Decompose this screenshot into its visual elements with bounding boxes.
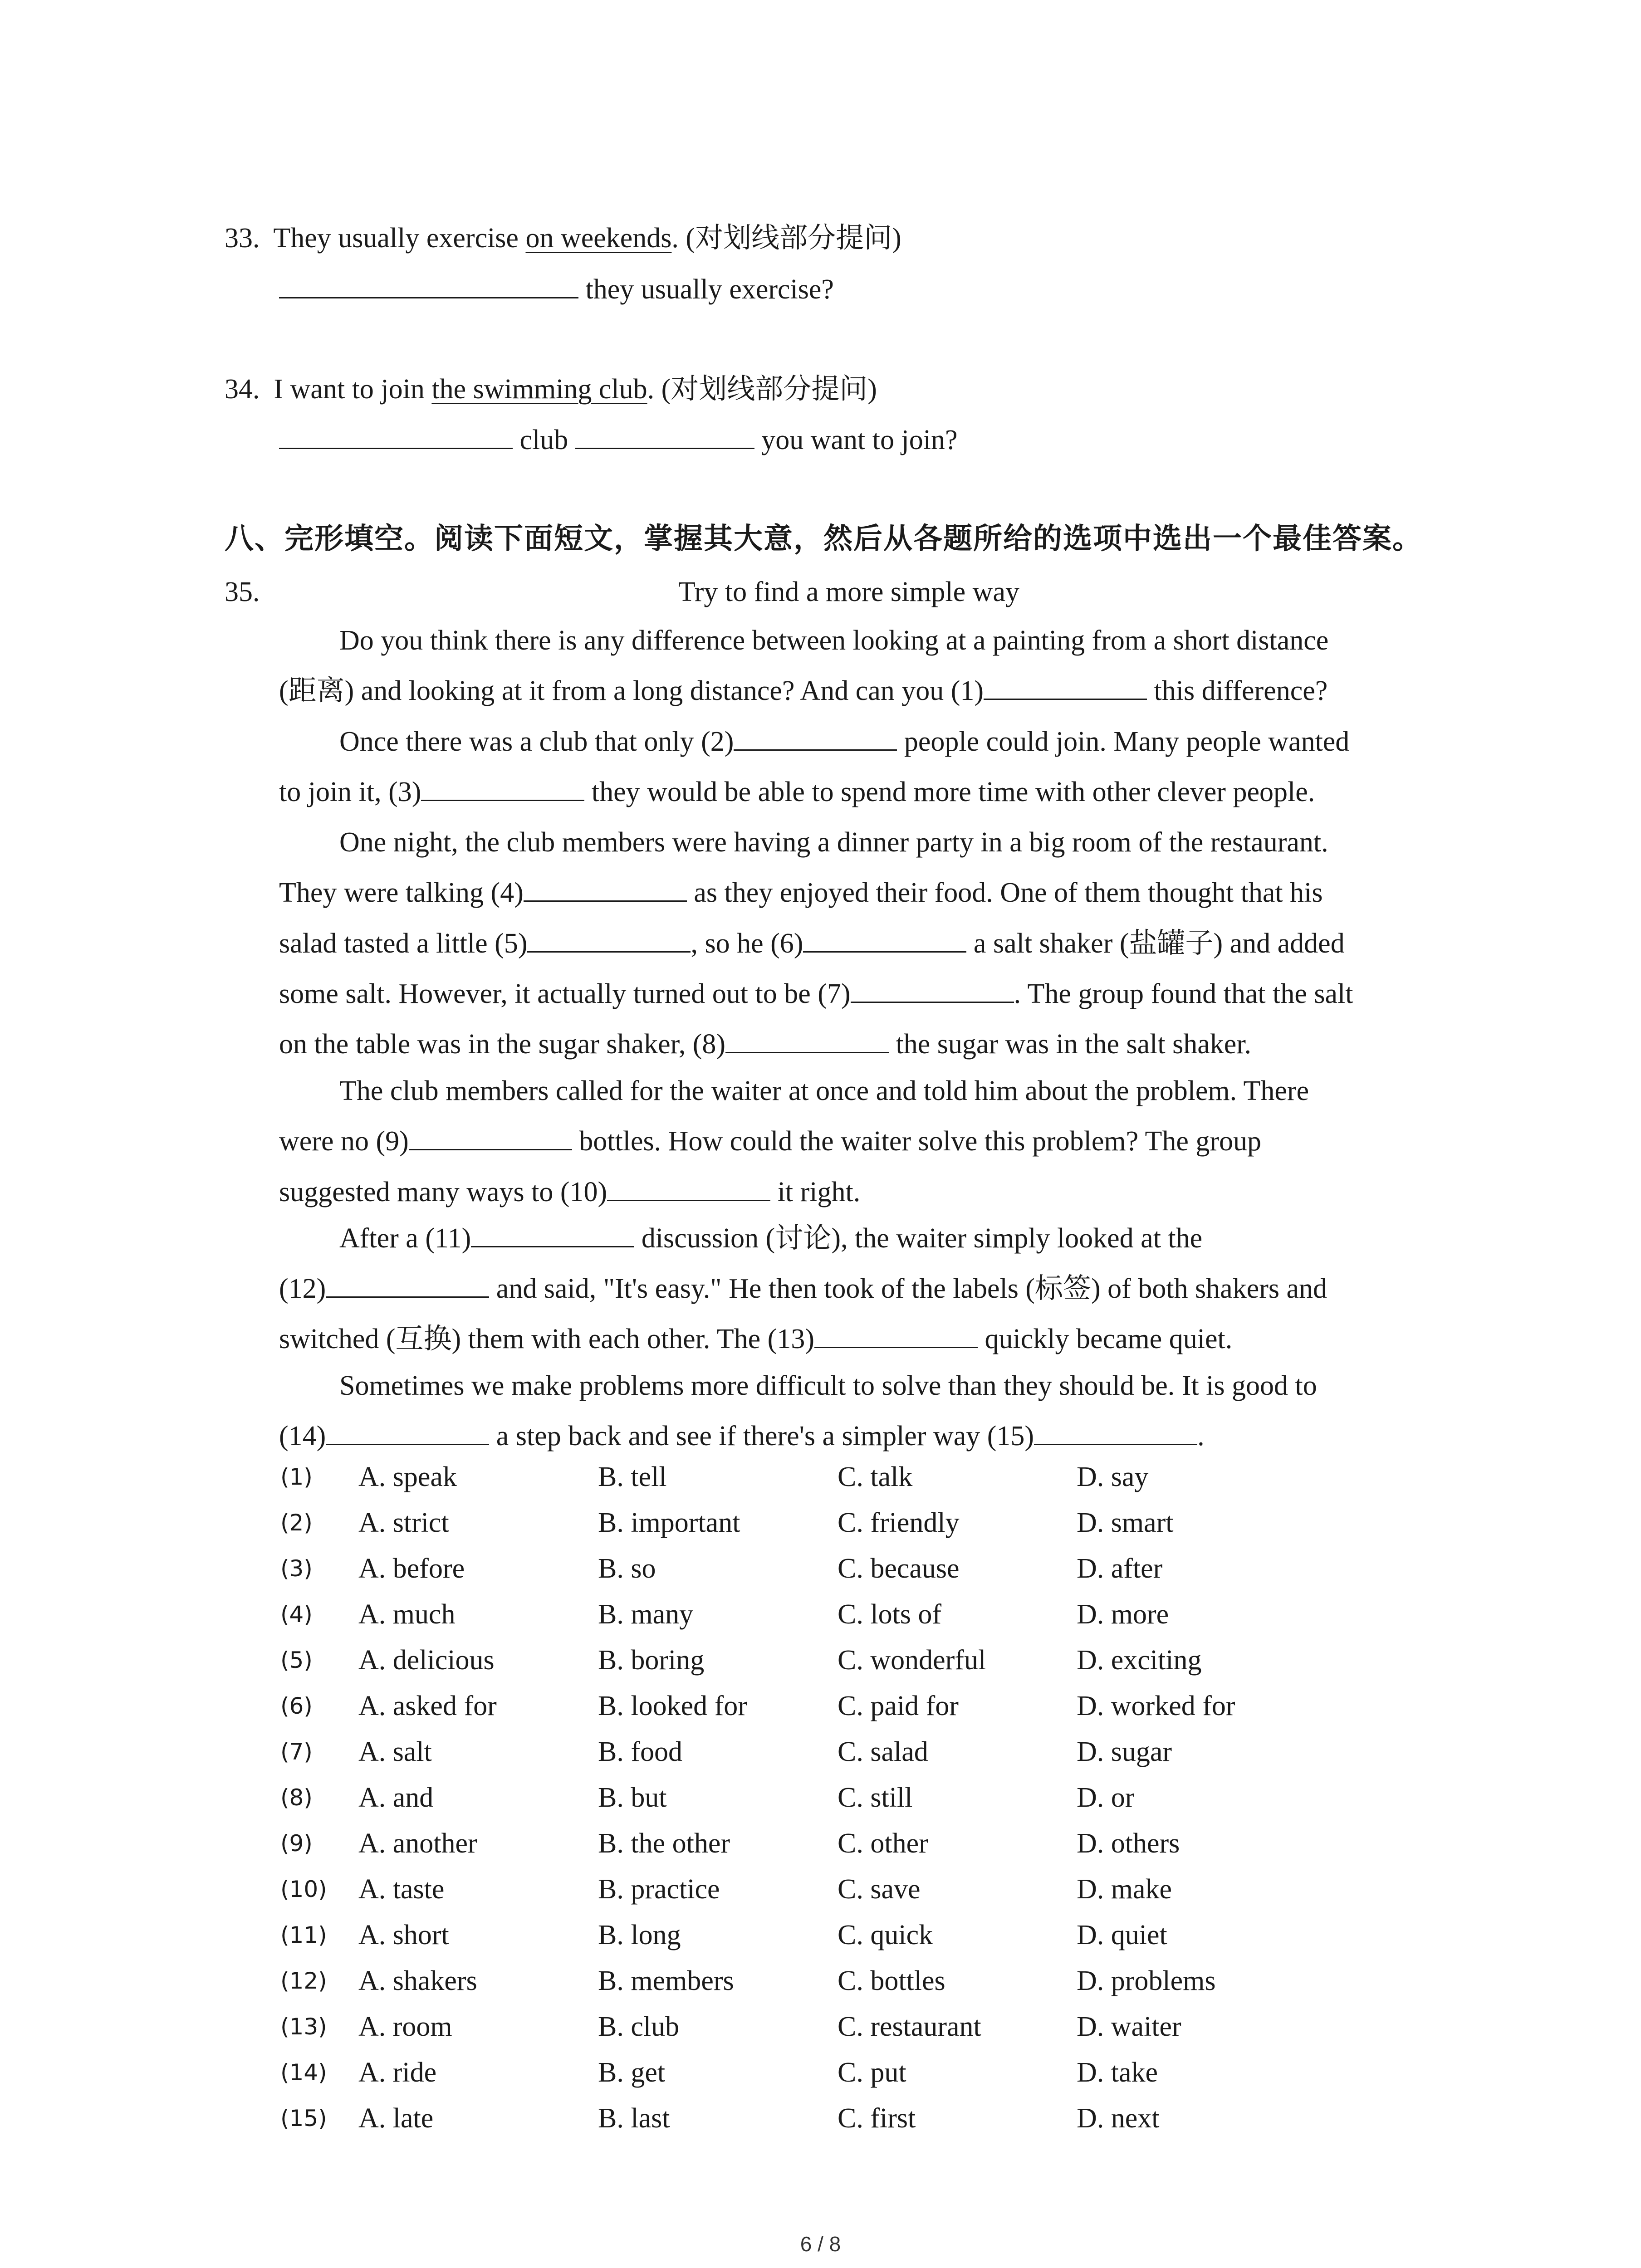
passage-text: people could join. Many people wanted: [897, 726, 1350, 757]
option-number: (11): [280, 1922, 327, 1948]
option-choice-a[interactable]: A. speak: [358, 1461, 457, 1492]
cloze-blank[interactable]: [851, 976, 1014, 1003]
passage-line: [279, 976, 1353, 1012]
passage-line: [339, 622, 1328, 659]
passage-text: Do you think there is any difference between looking at a painting from a short distance: [339, 625, 1329, 656]
option-number: (1): [280, 1464, 313, 1490]
option-choice-a[interactable]: A. strict: [358, 1507, 449, 1538]
passage-line: [279, 875, 1323, 911]
underlined-phrase: on weekends: [525, 223, 672, 254]
passage-text: to join it, (3): [279, 777, 421, 807]
cloze-blank[interactable]: [421, 774, 584, 801]
question-34-answer-line: [279, 422, 957, 458]
option-choice-d[interactable]: D. problems: [1077, 1965, 1216, 1996]
option-choice-b[interactable]: B. important: [598, 1507, 740, 1538]
option-choice-d[interactable]: D. or: [1077, 1782, 1135, 1813]
option-choice-a[interactable]: A. late: [358, 2103, 434, 2134]
cloze-blank[interactable]: [409, 1124, 572, 1150]
passage-text: Sometimes we make problems more difficult to solve than they should be. It is good to: [339, 1370, 1317, 1401]
passage-text: (12): [279, 1273, 326, 1304]
option-row: [0, 1596, 1641, 1633]
option-row: [0, 1825, 1641, 1862]
option-choice-d[interactable]: D. exciting: [1077, 1645, 1202, 1676]
option-choice-d[interactable]: D. quiet: [1077, 1920, 1167, 1950]
option-number: (13): [280, 2014, 327, 2040]
passage-text: (距离) and looking at it from a long distance? And can you (1): [279, 675, 984, 706]
passage-text: . The group found that the salt: [1014, 978, 1353, 1009]
passage-text: salad tasted a little (5): [279, 928, 528, 959]
option-choice-d[interactable]: D. after: [1077, 1553, 1163, 1584]
option-choice-b[interactable]: B. looked for: [598, 1691, 747, 1721]
passage-text: they would be able to spend more time with other clever people.: [584, 777, 1315, 807]
cloze-blank[interactable]: [607, 1174, 770, 1201]
page-number: 6 / 8: [800, 2232, 841, 2256]
section-heading: 八、完形填空。阅读下面短文，掌握其大意，然后从各题所给的选项中选出一个最佳答案。: [225, 522, 1422, 556]
passage-text: and said, "It's easy." He then took of the labels (标签) of both shakers and: [489, 1273, 1327, 1304]
option-choice-c[interactable]: C. salad: [838, 1736, 928, 1767]
option-row: [0, 1779, 1641, 1816]
option-choice-b[interactable]: B. last: [598, 2103, 670, 2134]
option-choice-a[interactable]: A. short: [358, 1920, 449, 1950]
option-choice-a[interactable]: A. delicious: [358, 1645, 495, 1676]
option-number: (2): [280, 1510, 313, 1536]
option-choice-c[interactable]: C. wonderful: [838, 1645, 986, 1676]
option-choice-d[interactable]: D. make: [1077, 1874, 1172, 1905]
option-choice-d[interactable]: D. more: [1077, 1599, 1169, 1630]
option-choice-b[interactable]: B. but: [598, 1782, 667, 1813]
answer-text: you want to join?: [754, 425, 958, 455]
question-text: They usually exercise: [273, 223, 526, 254]
passage-text: suggested many ways to (10): [279, 1177, 607, 1207]
cloze-blank[interactable]: [527, 926, 691, 953]
cloze-blank[interactable]: [814, 1321, 978, 1348]
passage-text: The club members called for the waiter at once and told him about the problem. There: [339, 1075, 1309, 1106]
passage-text: a step back and see if there's a simpler way (15): [489, 1421, 1034, 1452]
option-choice-a[interactable]: A. asked for: [358, 1691, 497, 1721]
option-choice-c[interactable]: C. lots of: [838, 1599, 942, 1630]
passage-text: After a (11): [339, 1223, 471, 1254]
passage-line: [279, 774, 1315, 810]
passage-text: , so he (6): [691, 928, 803, 959]
option-choice-c[interactable]: C. paid for: [838, 1691, 959, 1721]
option-choice-b[interactable]: B. members: [598, 1965, 734, 1996]
passage-line: [279, 1174, 860, 1210]
option-choice-d[interactable]: D. worked for: [1077, 1691, 1235, 1721]
option-choice-c[interactable]: C. talk: [838, 1461, 913, 1492]
question-instruction: . (对划线部分提问): [647, 374, 877, 405]
question-33-answer-line: [279, 271, 834, 308]
passage-line: [279, 1123, 1261, 1159]
passage-text: a salt shaker (盐罐子) and added: [966, 928, 1345, 959]
option-choice-b[interactable]: B. so: [598, 1553, 656, 1584]
option-row: [0, 2009, 1641, 2045]
passage-line: [279, 1271, 1327, 1307]
option-choice-d[interactable]: D. others: [1077, 1828, 1180, 1859]
option-choice-a[interactable]: A. before: [358, 1553, 465, 1584]
option-choice-d[interactable]: D. say: [1077, 1461, 1149, 1492]
option-number: (12): [280, 1968, 327, 1994]
option-choice-b[interactable]: B. get: [598, 2057, 666, 2088]
passage-line: [279, 1418, 1205, 1454]
passage-line: [279, 1026, 1251, 1062]
option-choice-d[interactable]: D. next: [1077, 2103, 1160, 2134]
option-row: [0, 1963, 1641, 1999]
option-choice-c[interactable]: C. first: [838, 2103, 916, 2134]
option-choice-d[interactable]: D. take: [1077, 2057, 1158, 2088]
passage-line: [339, 1368, 1317, 1404]
option-choice-a[interactable]: A. another: [358, 1828, 477, 1859]
question-33: [225, 220, 901, 256]
passage-text: were no (9): [279, 1126, 409, 1157]
passage-text: They were talking (4): [279, 877, 524, 908]
question-number: 34.: [225, 374, 260, 405]
option-choice-c[interactable]: C. bottles: [838, 1965, 945, 1996]
option-choice-d[interactable]: D. sugar: [1077, 1736, 1172, 1767]
option-choice-b[interactable]: B. long: [598, 1920, 681, 1950]
option-choice-a[interactable]: A. and: [358, 1782, 434, 1813]
option-choice-b[interactable]: B. tell: [598, 1461, 667, 1492]
passage-text: as they enjoyed their food. One of them thought that his: [686, 877, 1323, 908]
option-choice-c[interactable]: C. friendly: [838, 1507, 960, 1538]
option-choice-b[interactable]: B. many: [598, 1599, 694, 1630]
option-row: [0, 1505, 1641, 1541]
passage-text: it right.: [770, 1177, 861, 1207]
underlined-phrase: the swimming club: [431, 374, 647, 405]
cloze-blank[interactable]: [326, 1271, 489, 1298]
option-number: (8): [280, 1784, 313, 1811]
option-row: [0, 1688, 1641, 1724]
option-choice-b[interactable]: B. the other: [598, 1828, 730, 1859]
question-text: I want to join: [274, 374, 432, 405]
option-number: (7): [280, 1739, 313, 1765]
option-choice-c[interactable]: C. quick: [838, 1920, 933, 1950]
question-number: 33.: [225, 223, 260, 254]
option-number: (14): [280, 2059, 327, 2086]
passage-text: quickly became quiet.: [977, 1324, 1233, 1354]
option-choice-c[interactable]: C. still: [838, 1782, 913, 1813]
option-row: [0, 1917, 1641, 1953]
passage-text: (14): [279, 1421, 326, 1452]
option-row: [0, 2100, 1641, 2136]
passage-line: [339, 1073, 1309, 1109]
cloze-blank[interactable]: [984, 673, 1147, 700]
option-choice-c[interactable]: C. because: [838, 1553, 960, 1584]
option-choice-c[interactable]: C. restaurant: [838, 2011, 981, 2042]
option-choice-b[interactable]: B. boring: [598, 1645, 705, 1676]
option-number: (10): [280, 1876, 327, 1902]
option-row: [0, 1871, 1641, 1907]
passage-line: [279, 1321, 1232, 1357]
option-number: (9): [280, 1830, 313, 1857]
answer-text: they usually exercise?: [578, 274, 834, 305]
passage-line: [339, 1220, 1202, 1256]
option-row: [0, 1642, 1641, 1678]
option-choice-d[interactable]: D. waiter: [1077, 2011, 1181, 2042]
passage-text: this difference?: [1147, 675, 1328, 706]
option-choice-a[interactable]: A. much: [358, 1599, 456, 1630]
question-instruction: . (对划线部分提问): [671, 223, 901, 254]
passage-line: [279, 925, 1345, 962]
option-number: (3): [280, 1555, 313, 1582]
option-choice-a[interactable]: A. ride: [358, 2057, 437, 2088]
option-choice-c[interactable]: C. put: [838, 2057, 906, 2088]
passage-text: on the table was in the sugar shaker, (8): [279, 1029, 726, 1060]
question-34: [225, 371, 877, 407]
option-number: (15): [280, 2105, 327, 2131]
cloze-blank[interactable]: [803, 926, 966, 953]
option-row: [0, 1734, 1641, 1770]
option-row: [0, 1459, 1641, 1495]
passage-text: Once there was a club that only (2): [339, 726, 734, 757]
option-number: (6): [280, 1693, 313, 1719]
cloze-blank[interactable]: [471, 1221, 634, 1247]
cloze-blank[interactable]: [725, 1026, 889, 1053]
option-choice-c[interactable]: C. save: [838, 1874, 921, 1905]
passage-text: switched (互换) them with each other. The (13): [279, 1324, 814, 1354]
passage-text: discussion (讨论), the waiter simply looked at the: [634, 1223, 1203, 1254]
option-choice-b[interactable]: B. club: [598, 2011, 680, 2042]
option-choice-d[interactable]: D. smart: [1077, 1507, 1174, 1538]
passage-line: [279, 673, 1327, 709]
answer-text: club: [513, 425, 575, 455]
option-choice-a[interactable]: A. shakers: [358, 1965, 477, 1996]
passage-text: .: [1197, 1421, 1205, 1452]
option-row: [0, 2054, 1641, 2091]
option-choice-b[interactable]: B. food: [598, 1736, 682, 1767]
option-choice-b[interactable]: B. practice: [598, 1874, 720, 1905]
cloze-blank[interactable]: [734, 724, 897, 751]
passage-title: Try to find a more simple way: [678, 577, 1019, 607]
option-choice-a[interactable]: A. taste: [358, 1874, 445, 1905]
option-number: (4): [280, 1601, 313, 1628]
answer-blank[interactable]: [279, 272, 578, 298]
cloze-blank[interactable]: [1034, 1418, 1197, 1445]
passage-text: One night, the club members were having a dinner party in a big room of the restaurant.: [339, 827, 1328, 858]
option-number: (5): [280, 1647, 313, 1673]
question-35-number: 35.: [225, 577, 260, 607]
option-choice-a[interactable]: A. room: [358, 2011, 452, 2042]
cloze-blank[interactable]: [326, 1418, 489, 1445]
option-choice-a[interactable]: A. salt: [358, 1736, 432, 1767]
cloze-blank[interactable]: [524, 875, 687, 902]
option-row: [0, 1550, 1641, 1587]
passage-text: the sugar was in the salt shaker.: [889, 1029, 1251, 1060]
passage-line: [339, 824, 1328, 860]
passage-text: some salt. However, it actually turned out to be (7): [279, 978, 851, 1009]
passage-line: [339, 723, 1349, 760]
option-choice-c[interactable]: C. other: [838, 1828, 928, 1859]
passage-text: bottles. How could the waiter solve this problem? The group: [572, 1126, 1262, 1157]
answer-blank[interactable]: [575, 422, 754, 449]
answer-blank[interactable]: [279, 422, 513, 449]
